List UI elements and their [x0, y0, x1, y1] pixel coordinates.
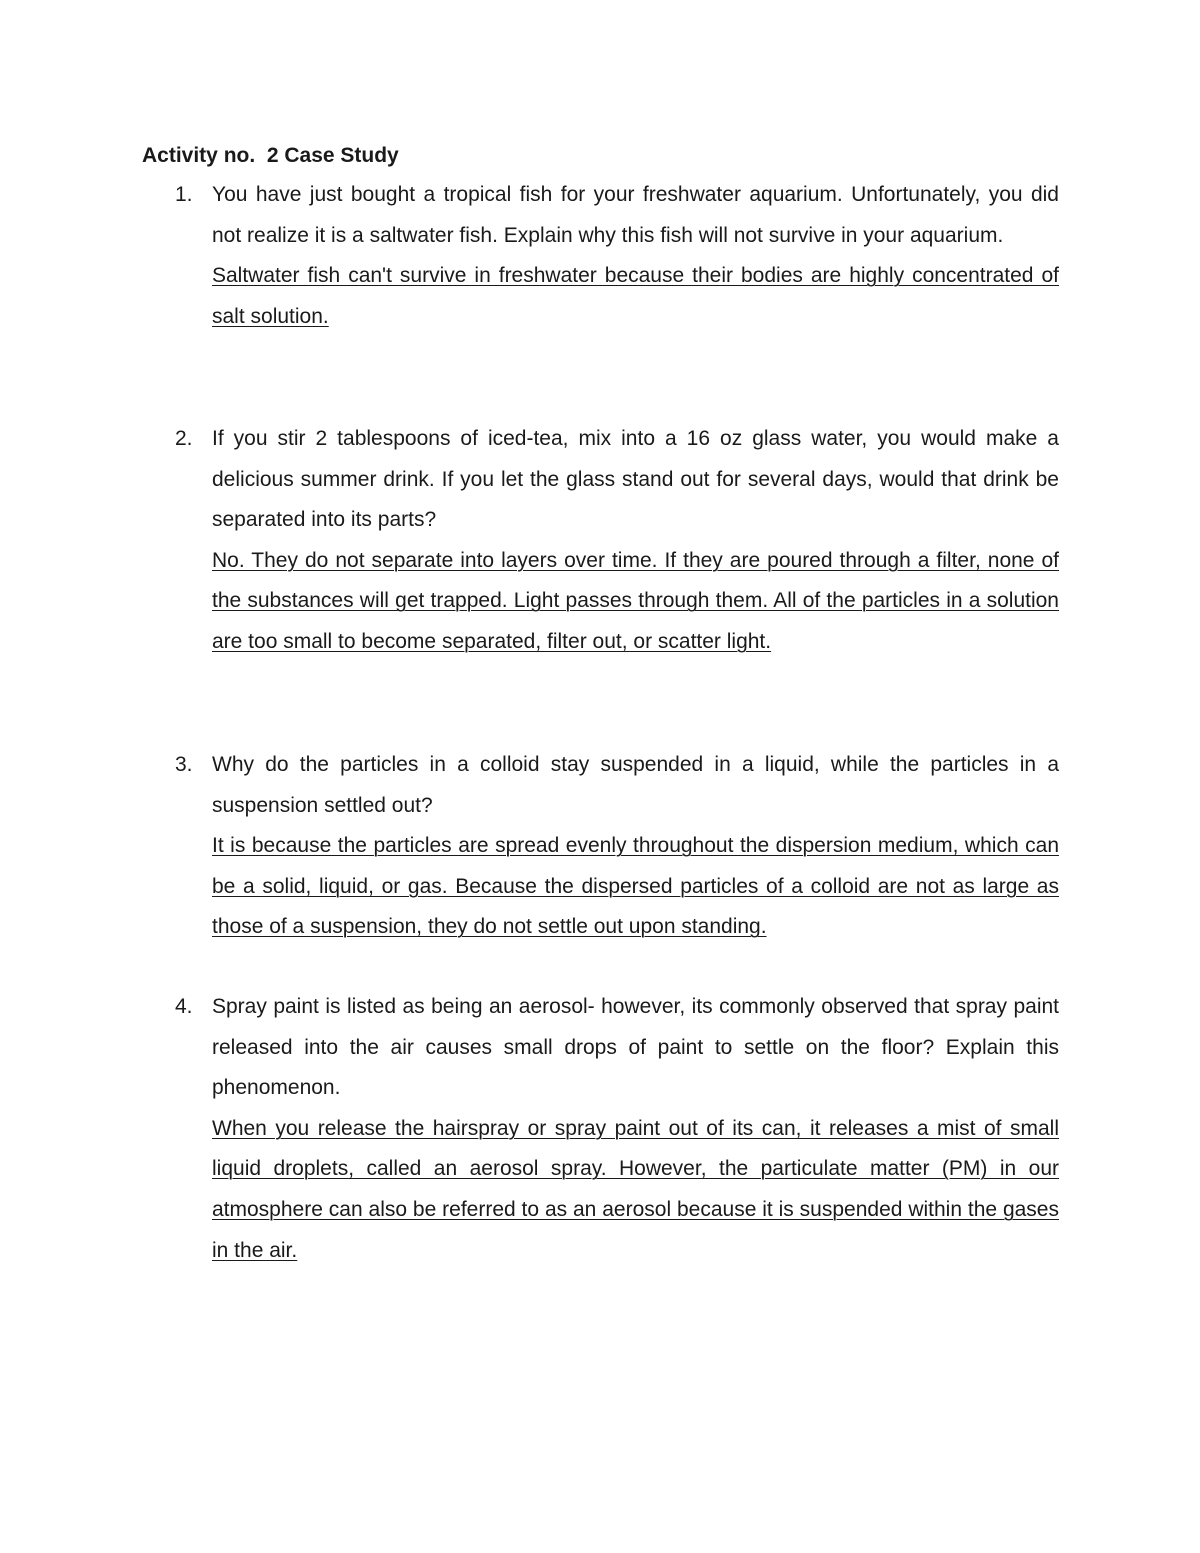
question-body — [212, 745, 1059, 948]
answer-text: Saltwater fish can't survive in freshwater because their bodies are highly concentrated of salt solution. — [212, 264, 1059, 328]
question-body — [212, 175, 1059, 337]
question-text: Spray paint is listed as being an aerosol- however, its commonly observed that spray paint released into the air causes small drops of paint to settle on the floor? Explain this phenomenon. — [212, 995, 1059, 1100]
question-number: 1. — [175, 183, 193, 206]
answer-text: It is because the particles are spread evenly throughout the dispersion medium, which can be a solid, liquid, or gas. Because the dispersed particles of a colloid are not as large as those of a suspension, they do not settle out upon standing. — [212, 834, 1059, 939]
question-body — [212, 987, 1059, 1271]
question-text: You have just bought a tropical fish for your freshwater aquarium. Unfortunately, you did not realize it is a saltwater fish. Explain why this fish will not survive in your aquarium. — [212, 183, 1059, 247]
question-body — [212, 419, 1059, 663]
question-text: Why do the particles in a colloid stay suspended in a liquid, while the particles in a suspension settled out? — [212, 753, 1059, 817]
question-number: 4. — [175, 995, 193, 1018]
question-number: 3. — [175, 753, 193, 776]
answer-text: No. They do not separate into layers over time. If they are poured through a filter, none of the substances will get trapped. Light passes through them. All of the particles in a solution are too small to become separated, filter out, or scatter light. — [212, 548, 1059, 653]
question-text: If you stir 2 tablespoons of iced-tea, mix into a 16 oz glass water, you would make a delicious summer drink. If you let the glass stand out for several days, would that drink be separated into its parts? — [212, 427, 1059, 532]
document-title: Activity no. 2 Case Study — [142, 144, 399, 167]
answer-text: When you release the hairspray or spray paint out of its can, it releases a mist of small liquid droplets, called an aerosol spray. However, the particulate matter (PM) in our atmosphere can also be referred to as an aerosol because it is suspended within the gases in the air. — [212, 1116, 1059, 1262]
question-number: 2. — [175, 427, 193, 450]
